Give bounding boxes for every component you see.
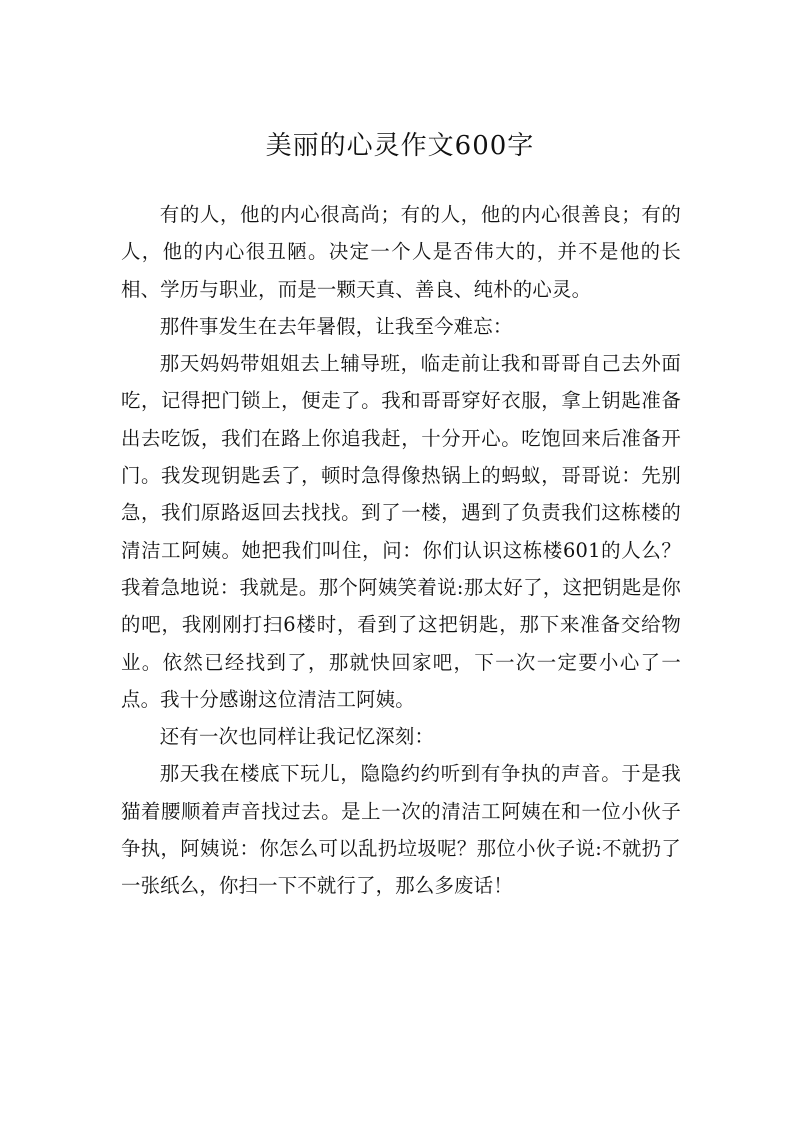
paragraph-event-intro: 那件事发生在去年暑假，让我至今难忘： <box>159 314 513 338</box>
paragraph-second-event-intro: 还有一次也同样让我记忆深刻： <box>159 725 435 749</box>
essay-body <box>121 196 681 905</box>
paragraph-lost-key-story: 那天妈妈带姐姐去上辅导班，临走前让我和哥哥自己去外面吃，记得把门锁上，便走了。我和哥哥穿好衣服，拿上钥匙准备出去吃饭，我们在路上你追我赶，十分开心。吃饱回来后准备开门。我发现钥匙丢了，顿时急得像热锅上的蚂蚁，哥哥说：先别急，我们原路返回去找找。到了一楼，遇到了负责我们这栋楼的清洁工阿姨。她把我们叫住，问：你们认识这栋楼601的人么？我着急地说：我就是。那个阿姨笑着说:那太好了，这把钥匙是你的吧，我刚刚打扫6楼时，看到了这把钥匙，那下来准备交给物业。依然已经找到了，那就快回家吧，下一次一定要小心了一点。我十分感谢这位清洁工阿姨。 <box>121 352 681 711</box>
paragraph-litter-story: 那天我在楼底下玩儿，隐隐约约听到有争执的声音。于是我猫着腰顺着声音找过去。是上一次的清洁工阿姨在和一位小伙子争执，阿姨说：你怎么可以乱扔垃圾呢？那位小伙子说:不就扔了一张纸么，你扫一下不就行了，那么多废话！ <box>121 762 681 898</box>
paragraph-intro: 有的人，他的内心很高尚；有的人，他的内心很善良；有的人，他的内心很丑陋。决定一个人是否伟大的，并不是他的长相、学历与职业，而是一颗天真、善良、纯朴的心灵。 <box>121 203 681 301</box>
page-title: 美丽的心灵作文600字 <box>265 131 535 161</box>
